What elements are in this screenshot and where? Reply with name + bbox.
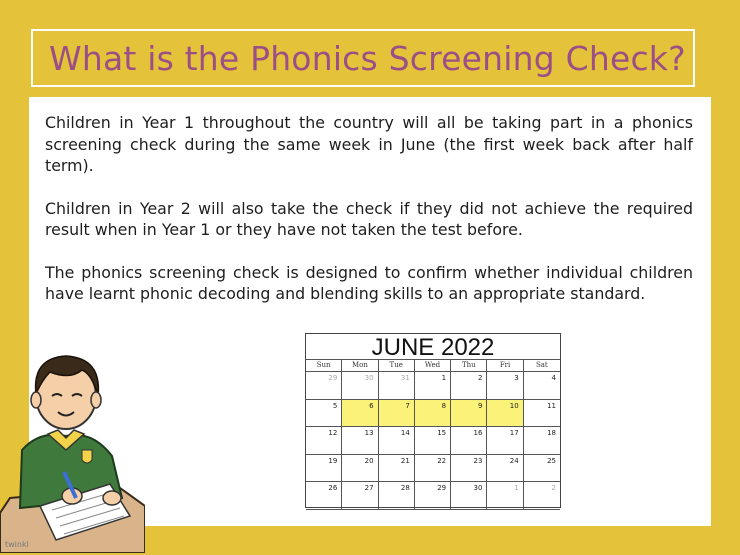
day-number: 9	[477, 401, 483, 410]
calendar-day	[524, 400, 560, 428]
day-number: 5	[332, 401, 338, 410]
calendar-weekday-header	[306, 359, 560, 372]
calendar-title: JUNE 2022	[371, 334, 495, 361]
day-number: 27	[364, 484, 374, 492]
calendar-day	[415, 455, 451, 483]
calendar-day	[487, 427, 523, 455]
day-number: 30	[364, 374, 374, 382]
day-number: 28	[400, 484, 410, 492]
calendar-day	[306, 372, 342, 400]
day-number: 1	[441, 374, 447, 382]
day-number: 29	[437, 484, 447, 492]
weekday-label: Fri	[487, 360, 523, 371]
weekday-label: Mon	[342, 360, 378, 371]
calendar-day	[487, 372, 523, 400]
day-number: 12	[328, 429, 338, 437]
day-number: 31	[400, 374, 410, 382]
day-number: 1	[514, 484, 519, 492]
calendar-day-highlighted	[415, 400, 451, 428]
day-number: 25	[547, 456, 556, 465]
day-number: 15	[437, 429, 447, 437]
watermark: twinkl	[5, 540, 29, 549]
calendar-day-highlighted	[487, 400, 523, 428]
weekday-label: Sat	[535, 361, 548, 369]
calendar-day	[415, 427, 451, 455]
calendar-day	[451, 372, 487, 400]
calendar-day	[451, 455, 487, 483]
day-number: 3	[514, 374, 519, 382]
calendar-day-highlighted	[379, 400, 415, 428]
calendar-day	[379, 455, 415, 483]
paragraph-3: The phonics screening check is designed to confirm whether individual children have learnt phonic decoding and blending skills to an appropriate standard.	[45, 262, 693, 303]
calendar-day	[342, 482, 378, 510]
calendar-day	[415, 482, 451, 510]
day-number: 24	[509, 456, 519, 465]
weekday-label: Thu	[451, 360, 487, 371]
day-number: 17	[509, 429, 519, 437]
day-number: 11	[547, 401, 556, 410]
day-number: 19	[328, 456, 338, 465]
calendar-day	[524, 455, 560, 483]
calendar-day	[524, 372, 560, 400]
body-text	[45, 112, 693, 326]
calendar-day	[379, 482, 415, 510]
day-number: 2	[477, 374, 483, 382]
day-number: 13	[364, 429, 374, 437]
day-number: 10	[509, 401, 519, 410]
day-number: 18	[547, 429, 556, 437]
day-number: 8	[441, 401, 447, 410]
calendar-day	[379, 427, 415, 455]
calendar-day	[487, 455, 523, 483]
day-number: 30	[473, 484, 483, 492]
calendar-day	[306, 427, 342, 455]
day-number: 21	[400, 456, 410, 465]
day-number: 16	[473, 429, 483, 437]
day-number: 26	[328, 484, 338, 492]
day-number: 6	[369, 401, 374, 410]
calendar-day	[415, 372, 451, 400]
title-box	[31, 29, 695, 87]
calendar-day	[451, 482, 487, 510]
calendar-day	[451, 427, 487, 455]
calendar-day	[524, 482, 560, 510]
calendar-day	[342, 372, 378, 400]
day-number: 2	[551, 484, 556, 492]
boy-writing-illustration	[0, 338, 145, 553]
calendar-day-highlighted	[451, 400, 487, 428]
weekday-label: Sun	[306, 360, 342, 371]
paragraph-1: Children in Year 1 throughout the country will all be taking part in a phonics screening check during the same week in June (the first week back after half term).	[45, 113, 693, 175]
paragraph-2: Children in Year 2 will also take the check if they did not achieve the required result when in Year 1 or they have not taken the test before.	[45, 198, 693, 239]
calendar-grid	[306, 372, 560, 510]
calendar-day	[379, 372, 415, 400]
calendar-day	[342, 455, 378, 483]
calendar-day	[342, 427, 378, 455]
calendar-day	[306, 400, 342, 428]
calendar-day	[487, 482, 523, 510]
day-number: 22	[437, 456, 447, 465]
day-number: 29	[328, 374, 338, 382]
calendar	[305, 333, 561, 508]
day-number: 20	[364, 456, 374, 465]
calendar-day	[306, 482, 342, 510]
slide-title: What is the Phonics Screening Check?	[49, 38, 686, 78]
day-number: 4	[551, 374, 556, 382]
day-number: 14	[400, 429, 410, 437]
weekday-label: Wed	[415, 360, 451, 371]
day-number: 23	[473, 456, 483, 465]
day-number: 7	[405, 401, 410, 410]
calendar-day	[524, 427, 560, 455]
calendar-day	[306, 455, 342, 483]
calendar-day-highlighted	[342, 400, 378, 428]
weekday-label: Tue	[379, 360, 415, 371]
